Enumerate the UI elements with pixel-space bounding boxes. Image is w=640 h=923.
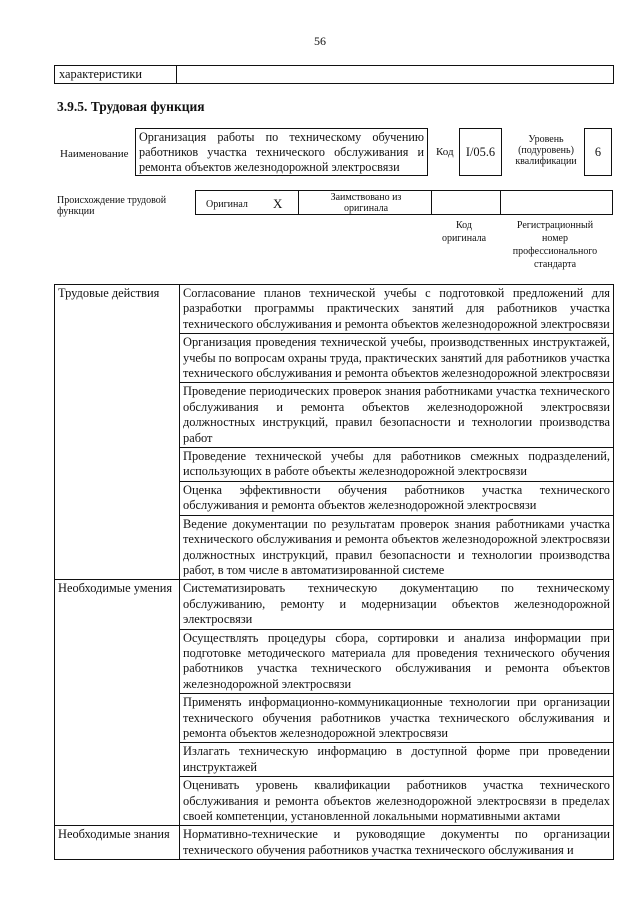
- row-label-knowledge: Необходимые знания: [55, 826, 180, 860]
- top-row: [54, 65, 614, 84]
- skill-item: Осуществлять процедуры сбора, сортировки и анализа информации при подготовке методического материала для проведения технического обучения работников участка технического обслуживания и ремонта объектов железнодорожной электросвязи: [180, 629, 614, 694]
- code-box: [459, 128, 502, 176]
- code-value: I/05.6: [465, 144, 496, 159]
- origin-table: [195, 190, 613, 215]
- skill-item: Систематизировать техническую документацию по техническому обслуживанию, ремонту и модернизации объектов железнодорожной электросвязи: [180, 580, 614, 629]
- origin-divider-2: [431, 191, 432, 214]
- page-number: 56: [314, 34, 326, 48]
- action-item: Ведение документации по результатам проверок знания работниками участка технического обслуживания и ремонта объектов железнодорожной электросвязи должностных инструкций, правил безопасности и технологии производства работ, в том числе в автоматизированной системе: [180, 515, 614, 580]
- action-item: Проведение технической учебы для работников смежных подразделений, использующих в работе объекты железнодорожной электросвязи: [180, 448, 614, 482]
- row-label-skills: Необходимые умения: [55, 580, 180, 826]
- action-item: Согласование планов технической учебы с подготовкой предложений для разработки программы практических занятий для работников участка технического обслуживания и ремонта объектов железнодорожной электросвязи: [180, 285, 614, 334]
- code-label: Код: [436, 146, 454, 158]
- table-row: [55, 285, 614, 334]
- name-value-box: [135, 128, 428, 176]
- level-label: Уровень (подуровень) квалификации: [515, 134, 577, 167]
- level-value: 6: [594, 144, 602, 159]
- table-row: [55, 580, 614, 629]
- original-mark: X: [273, 196, 283, 211]
- action-item: Организация проведения технической учебы, производственных инструктажей, учебы по вопросам охраны труда, практических занятий для работников участка технического обслуживания и ремонта объектов железнодорожной электросвязи: [180, 334, 614, 383]
- knowledge-item: Нормативно-технические и руководящие документы по организации технического обучения работников участка технического обслуживания и: [180, 826, 614, 860]
- name-value: Организация работы по техническому обучению работников участка технического обслуживания и ремонта объектов железнодорожной электросвязи: [139, 130, 424, 174]
- row-label-actions: Трудовые действия: [55, 285, 180, 580]
- origin-divider-3: [500, 191, 501, 214]
- code-original-caption: Код оригинала: [441, 220, 487, 244]
- borrowed-label: Заимствовано из оригинала: [330, 192, 402, 214]
- action-item: Оценка эффективности обучения работников участка технического обслуживания и ремонта объектов железнодорожной электросвязи: [180, 481, 614, 515]
- origin-divider-1: [298, 191, 299, 214]
- skill-item: Излагать техническую информацию в доступной форме при проведении инструктажей: [180, 743, 614, 777]
- name-label: Наименование: [60, 148, 129, 160]
- skill-item: Применять информационно-коммуникационные технологии при организации технического обучения работников участка технического обслуживания и ремонта объектов железнодорожной электросвязи: [180, 694, 614, 743]
- action-item: Проведение периодических проверок знания работниками участка технического обслуживания и ремонта объектов железнодорожной электросвязи должностных инструкций, правил безопасности и технологии производства работ: [180, 383, 614, 448]
- section-title: 3.9.5. Трудовая функция: [57, 99, 205, 114]
- labor-function-table: [54, 284, 614, 860]
- top-row-divider: [176, 66, 177, 83]
- original-label: Оригинал: [206, 199, 248, 210]
- skill-item: Оценивать уровень квалификации работников участка технического обслуживания и ремонта объектов железнодорожной электросвязи в пределах своей компетенции, установленной локальными нормативными актами: [180, 777, 614, 826]
- reg-number-caption: Регистрационный номер профессионального стандарта: [512, 220, 598, 270]
- top-row-label: характеристики: [59, 67, 143, 81]
- level-box: [584, 128, 612, 176]
- table-row: [55, 826, 614, 860]
- origin-label: Происхождение трудовой функции: [57, 195, 167, 217]
